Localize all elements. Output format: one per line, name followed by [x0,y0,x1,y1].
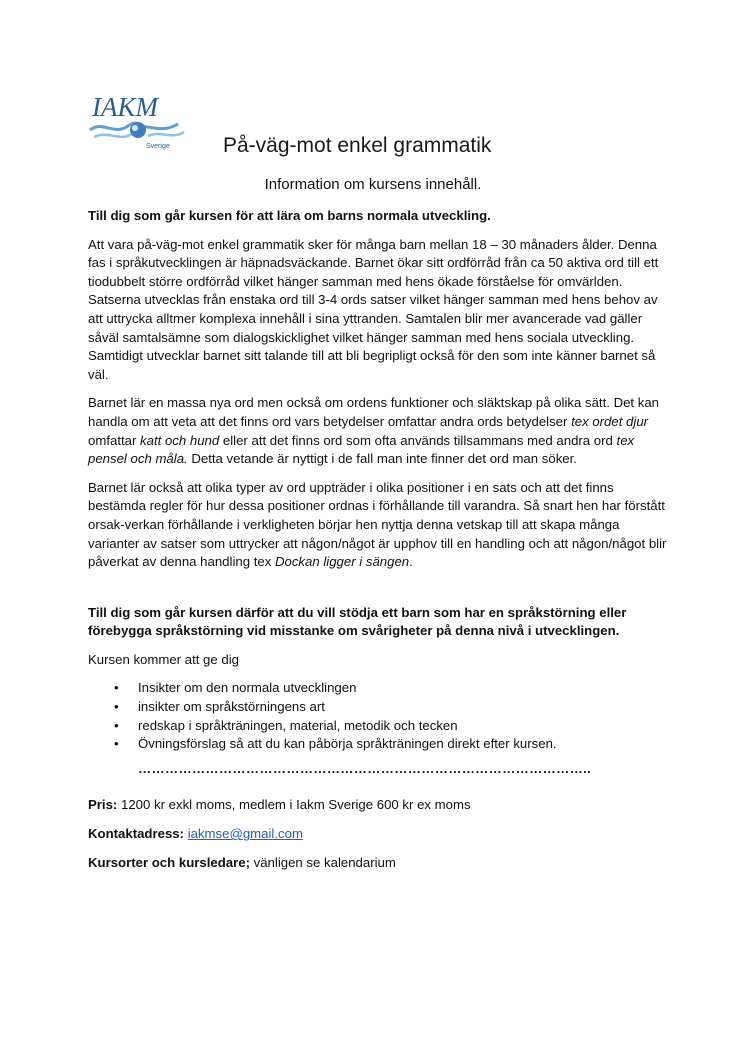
bullet-icon: • [114,717,119,733]
list-item: • insikter om språkstörningens art [138,698,668,717]
section1-heading: Till dig som går kursen för att lära om barns normala utveckling. [88,208,491,223]
contact-email-link[interactable]: iakmse@gmail.com [187,826,303,842]
course-intro: Kursen kommer att ge dig [88,651,239,667]
page-title: På-väg-mot enkel grammatik [223,134,492,157]
paragraph-3: Barnet lär också att olika typer av ord uppträder i olika positioner i en sats och att det finns bestämda regler för hur dessa positioner ordnas i förhållande till varandra. Så snart hen har förstått orsak-verkan förhållande i verkligheten börjar hen nyttja denna vetskap till att skapa många varianter av satser som uttrycker att någon/något är upphov till en handling och att någon/något blir påverkat av denna handling tex Dockan ligger i sängen. [88,479,667,570]
course-benefits-list [88,679,668,753]
list-item: • redskap i språkträningen, material, metodik och tecken [138,717,668,736]
bullet-icon: • [114,680,119,696]
section2-heading: Till dig som går kursen därför att du vill stödja ett barn som har en språkstörning eller förebygga språkstörning vid misstanke om svårigheter på denna nivå i utvecklingen. [88,604,627,639]
contact-line [88,825,668,844]
document-body [88,207,668,882]
price-line [88,796,668,815]
locations-label: Kursorter och kursledare; [88,854,250,870]
logo-subtext: Sverige [146,143,170,150]
paragraph-2: Barnet lär en massa nya ord men också om ordens funktioner och släktskap på olika sätt. Det kan handla om att veta att det finns ord vars betydelser omfattar andra ords betydelser tex ordet djur omfattar katt och hund eller att det finns ord som ofta används tillsammans med andra ord tex pensel och måla. Detta vetande är nyttigt i de fall man inte finner det ord man söker. [88,395,660,467]
price-label: Pris: [88,797,118,813]
list-item: • Övningsförslag så att du kan påbörja språkträningen direkt efter kursen. [138,735,668,754]
contact-label: Kontaktadress: [88,826,185,842]
price-value: 1200 kr exkl moms, medlem i Iakm Sverige 600 kr ex moms [117,797,471,813]
list-item: • Insikter om den normala utvecklingen [138,679,668,698]
locations-value: vänligen se kalendarium [249,854,396,870]
iakm-logo [88,90,188,152]
dotted-separator: ……………………………………………………………………………………….. [138,760,592,776]
locations-line [88,854,668,873]
paragraph-1: Att vara på-väg-mot enkel grammatik sker för många barn mellan 18 – 30 månaders ålder. Denna fas i språkutvecklingen är häpnadsväckande. Barnet ökar sitt ordförråd från ca 50 aktiva ord till ett tiodubbelt större ordförråd vilket hänger samman med hens ökade förståelse för omvärlden. Satserna utvecklas från enstaka ord till 3-4 ords satser vilket hänger samman med hens behov av att uttrycka alltmer komplexa innehåll i sina yttranden. Samtalen blir mer avancerade vad gäller såväl samtalsämne som dialogskicklighet vilket hänger samman med hens sociala utveckling. Samtidigt utvecklar barnet sitt talande till att bli begripligt också för den som inte känner barnet så väl. [88,236,659,382]
bullet-icon: • [114,736,119,752]
bullet-icon: • [114,699,119,715]
logo-text: IAKM [92,92,158,122]
page-subtitle: Information om kursens innehåll. [264,176,482,193]
